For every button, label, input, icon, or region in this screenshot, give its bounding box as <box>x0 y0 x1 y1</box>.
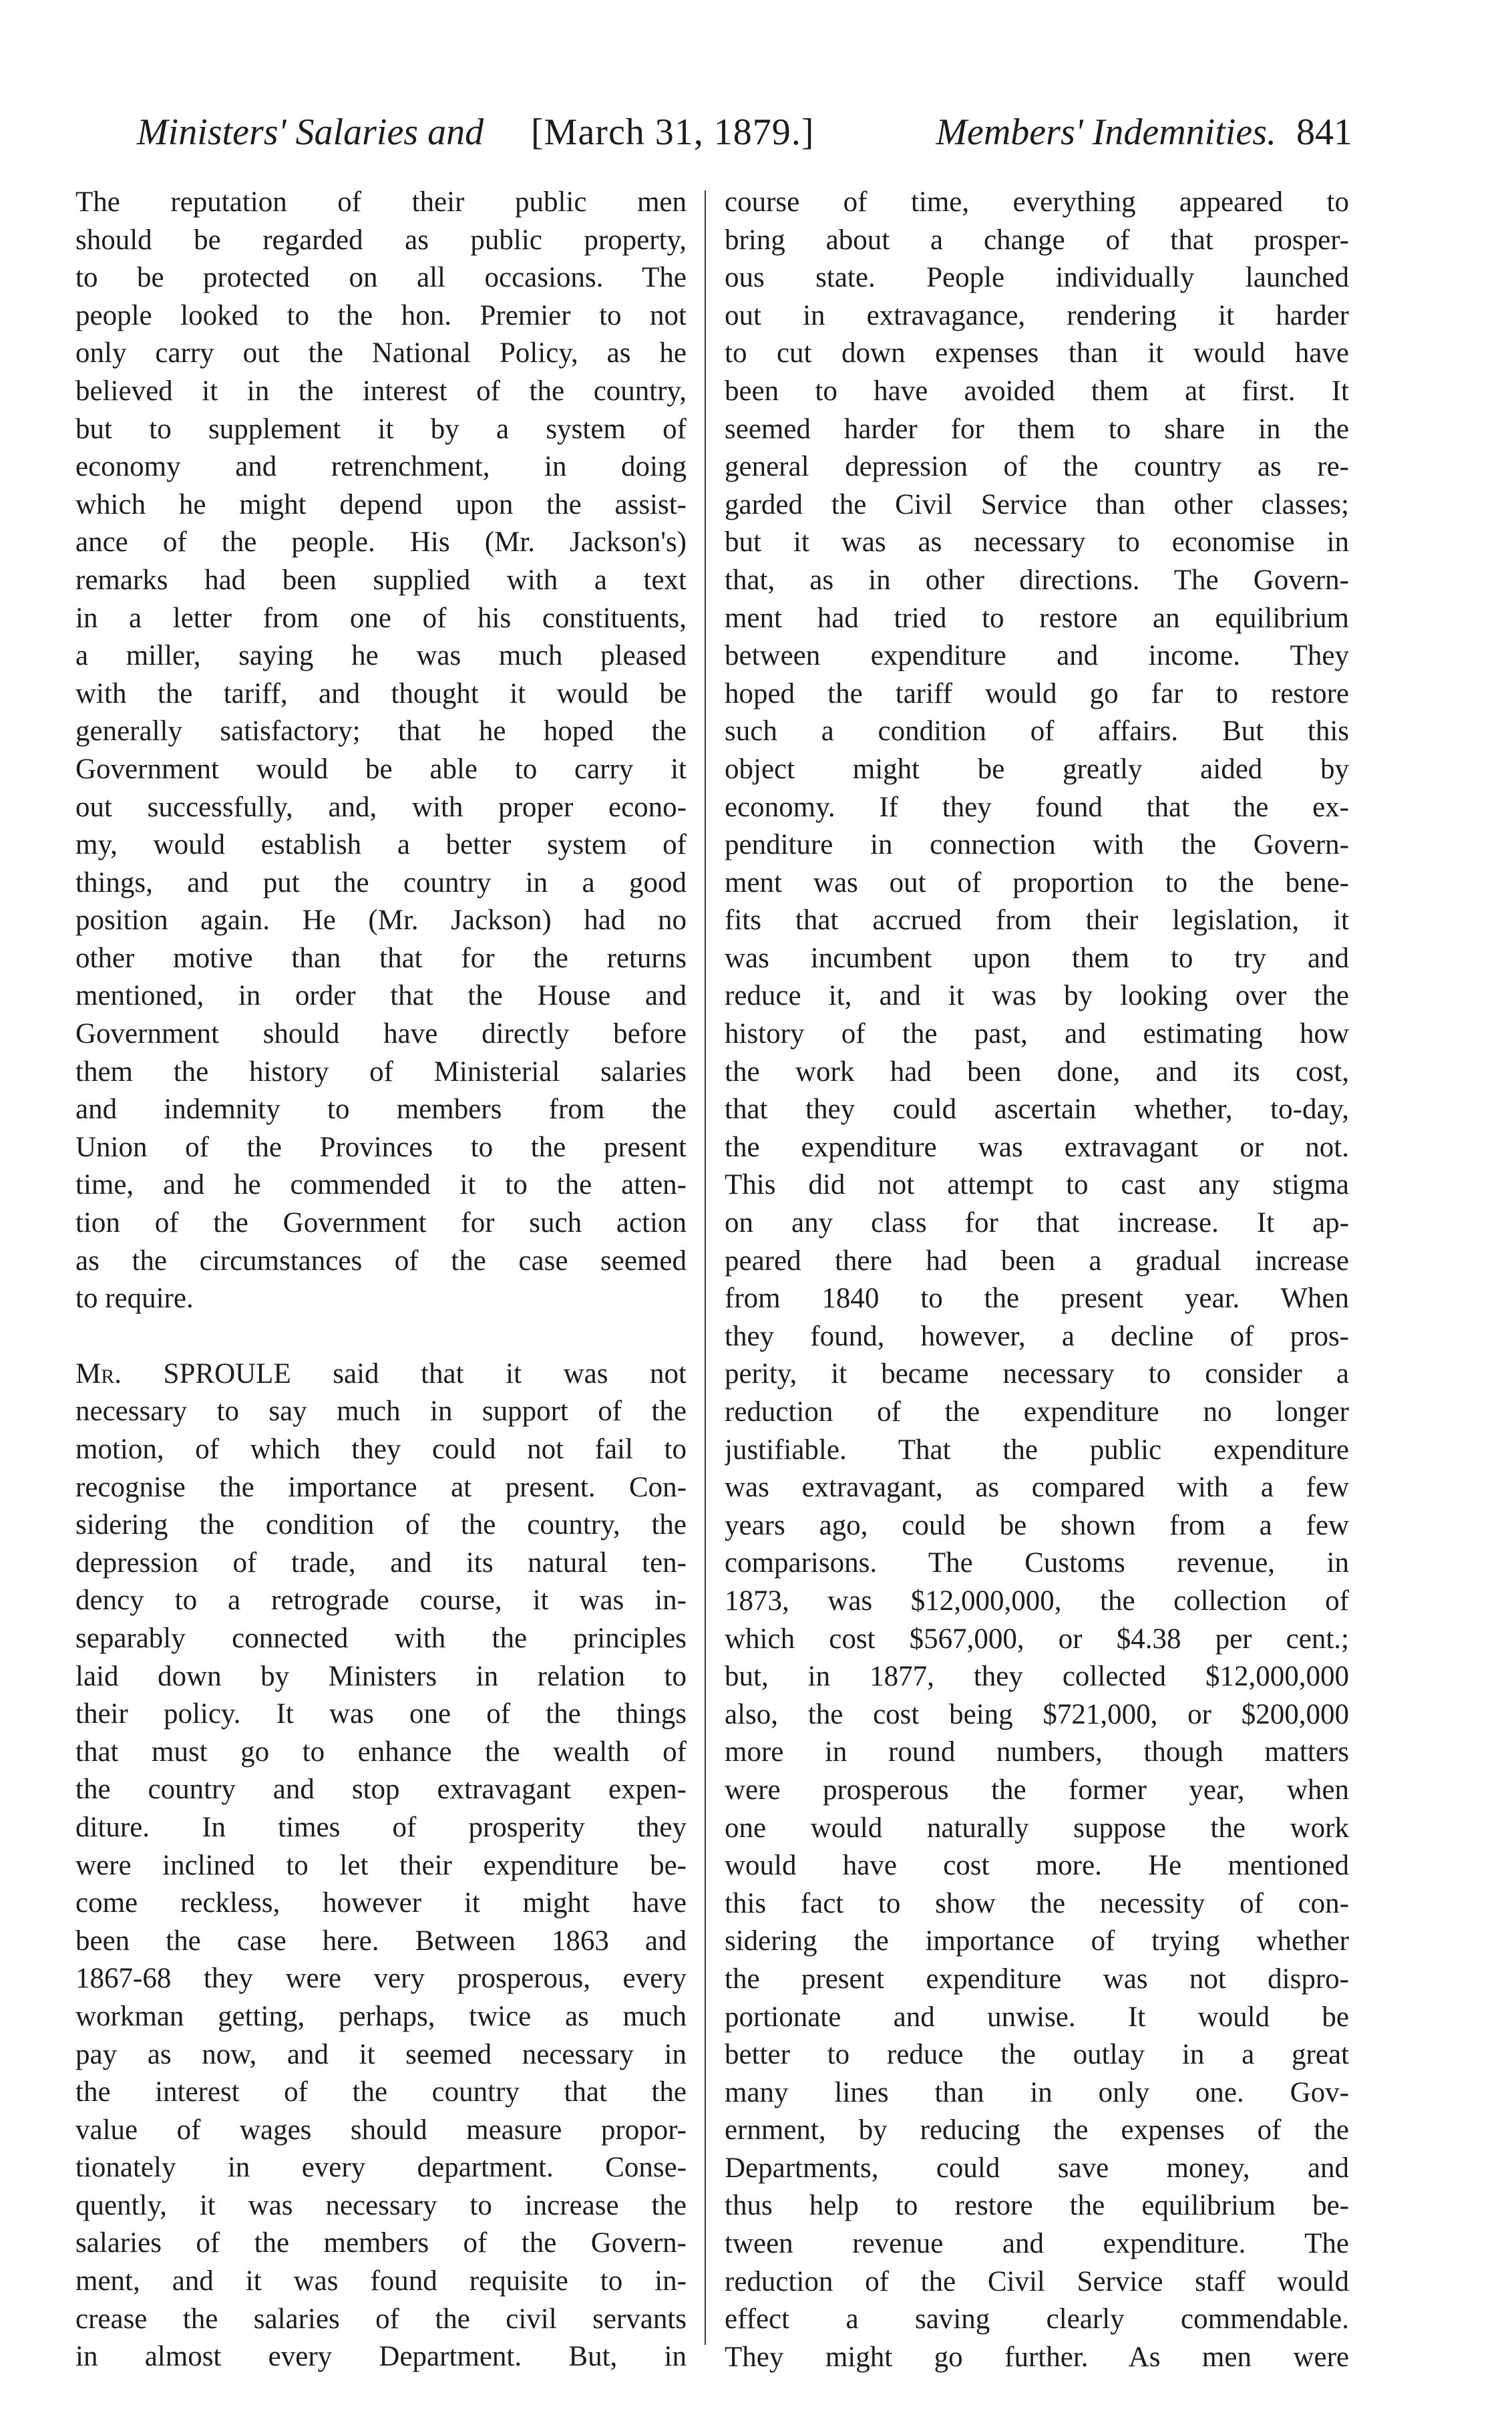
text-line: in almost every Department. But, in <box>75 2341 687 2373</box>
text-line: tionately in every department. Conse- <box>75 2152 687 2184</box>
text-line: was incumbent upon them to try and <box>725 942 1349 974</box>
text-line: they found, however, a decline of pros- <box>725 1320 1349 1352</box>
text-line: perity, it became necessary to consider a <box>725 1358 1349 1390</box>
text-line: Government would be able to carry it <box>75 753 687 785</box>
text-line <box>75 1355 687 1394</box>
text-line: value of wages should measure propor- <box>75 2114 687 2146</box>
text-line: pay as now, and it seemed necessary in <box>75 2038 687 2070</box>
text-line: laid down by Ministers in relation to <box>75 1660 687 1692</box>
text-line: They might go further. As men were <box>725 2341 1349 2373</box>
text-line: Departments, could save money, and <box>725 2152 1349 2184</box>
text-line: but, in 1877, they collected $12,000,000 <box>725 1661 1349 1693</box>
text-line: out successfully, and, with proper econo- <box>75 791 687 823</box>
text-line: penditure in connection with the Govern- <box>725 829 1349 861</box>
text-line: remarks had been supplied with a text <box>75 564 687 596</box>
text-line: time, and he commended it to the atten- <box>75 1169 687 1201</box>
text-line: history of the past, and estimating how <box>725 1018 1349 1050</box>
text-line: sidering the condition of the country, the <box>75 1509 687 1541</box>
running-head-left: Ministers' Salaries and <box>137 112 484 153</box>
text-line: were prosperous the former year, when <box>725 1774 1349 1806</box>
text-line: that they could ascertain whether, to-day, <box>725 1094 1349 1126</box>
text-line: justifiable. That the public expenditure <box>725 1434 1349 1466</box>
text-line: from 1840 to the present year. When <box>725 1283 1349 1315</box>
text-line: salaries of the members of the Govern- <box>75 2227 687 2259</box>
running-head <box>137 106 1352 159</box>
text-line: crease the salaries of the civil servants <box>75 2303 687 2335</box>
text-line: mentioned, in order that the House and <box>75 980 687 1012</box>
text-line: this fact to show the necessity of con- <box>725 1887 1349 1919</box>
text-line: course of time, everything appeared to <box>725 186 1349 218</box>
text-line: only carry out the National Policy, as he <box>75 337 687 369</box>
text-line: ment was out of proportion to the bene- <box>725 866 1349 899</box>
text-line: in a letter from one of his constituents, <box>75 602 687 634</box>
text-line: Government should have directly before <box>75 1018 687 1050</box>
text-line: my, would establish a better system of <box>75 829 687 861</box>
paragraph-gap <box>75 1318 687 1355</box>
text-line: effect a saving clearly commendable. <box>725 2303 1349 2335</box>
text-line: Union of the Provinces to the present <box>75 1131 687 1163</box>
text-line: economy. If they found that the ex- <box>725 791 1349 823</box>
text-line: to cut down expenses than it would have <box>725 337 1349 369</box>
text-line: that, as in other directions. The Govern- <box>725 564 1349 596</box>
text-line: the interest of the country that the <box>75 2076 687 2108</box>
text-line: on any class for that increase. It ap- <box>725 1207 1349 1239</box>
text-line: their policy. It was one of the things <box>75 1698 687 1730</box>
text-line: that must go to enhance the wealth of <box>75 1736 687 1768</box>
column-divider <box>705 190 706 2345</box>
text-line: sidering the importance of trying whether <box>725 1925 1349 1957</box>
paragraph-continuation <box>725 184 1349 2376</box>
text-line: general depression of the country as re- <box>725 451 1349 483</box>
speaker-name: Mr. SPROULE <box>75 1357 291 1390</box>
text-line: workman getting, perhaps, twice as much <box>75 2000 687 2032</box>
text-line: ment, and it was found requisite to in- <box>75 2265 687 2297</box>
text-line: motion, of which they could not fail to <box>75 1434 687 1465</box>
text-line: years ago, could be shown from a few <box>725 1509 1349 1541</box>
running-head-date: [March 31, 1879.] <box>531 112 815 153</box>
text-line: better to reduce the outlay in a great <box>725 2039 1349 2071</box>
text-line: portionate and unwise. It would be <box>725 2001 1349 2033</box>
text-line: which he might depend upon the assist- <box>75 488 687 520</box>
text-line: out in extravagance, rendering it harder <box>725 299 1349 331</box>
text-line: one would naturally suppose the work <box>725 1812 1349 1844</box>
text-line: 1867-68 they were very prosperous, every <box>75 1963 687 1995</box>
text-line: which cost $567,000, or $4.38 per cent.; <box>725 1623 1349 1655</box>
text-line: also, the cost being $721,000, or $200,000 <box>725 1698 1349 1730</box>
text-line: necessary to say much in support of the <box>75 1396 687 1428</box>
text-line: things, and put the country in a good <box>75 866 687 899</box>
running-head-right <box>936 106 1352 159</box>
text-line: 1873, was $12,000,000, the collection of <box>725 1585 1349 1617</box>
text-line: reduce it, and it was by looking over the <box>725 980 1349 1012</box>
paragraph-jackson <box>75 184 687 1318</box>
text-line: as the circumstances of the case seemed <box>75 1245 687 1277</box>
text-line: fits that accrued from their legislation, it <box>725 905 1349 937</box>
text-line: believed it in the interest of the country, <box>75 375 687 407</box>
page-number: 841 <box>1296 112 1352 153</box>
text-line: ment had tried to restore an equilibrium <box>725 602 1349 634</box>
text-line: dency to a retrograde course, it was in- <box>75 1585 687 1617</box>
text-line: peared there had been a gradual increase <box>725 1245 1349 1277</box>
text-line: recognise the importance at present. Con- <box>75 1471 687 1503</box>
text-line: to be protected on all occasions. The <box>75 262 687 294</box>
text-line: other motive than that for the returns <box>75 942 687 974</box>
text-line: This did not attempt to cast any stigma <box>725 1169 1349 1201</box>
text-line: quently, it was necessary to increase the <box>75 2189 687 2221</box>
text-line: diture. In times of prosperity they <box>75 1811 687 1843</box>
text-line: them the history of Ministerial salaries <box>75 1056 687 1088</box>
text-line: separably connected with the principles <box>75 1622 687 1654</box>
text-line: hoped the tariff would go far to restore <box>725 677 1349 709</box>
text-line: the country and stop extravagant expen- <box>75 1774 687 1806</box>
text-line: to require. <box>75 1283 194 1315</box>
text-line: object might be greatly aided by <box>725 753 1349 785</box>
text-line: reduction of the Civil Service staff would <box>725 2265 1349 2297</box>
paragraph-sproule <box>75 1355 687 2376</box>
text-line: many lines than in only one. Gov- <box>725 2076 1349 2108</box>
text-line: come reckless, however it might have <box>75 1887 687 1919</box>
text-line: ance of the people. His (Mr. Jackson's) <box>75 526 687 558</box>
text-line: and indemnity to members from the <box>75 1094 687 1126</box>
text-line: comparisons. The Customs revenue, in <box>725 1547 1349 1579</box>
text-line: people looked to the hon. Premier to not <box>75 299 687 331</box>
text-line: been to have avoided them at first. It <box>725 375 1349 407</box>
text-line: position again. He (Mr. Jackson) had no <box>75 905 687 937</box>
text-line: were inclined to let their expenditure be- <box>75 1849 687 1881</box>
text-line: was extravagant, as compared with a few <box>725 1472 1349 1504</box>
text-line: more in round numbers, though matters <box>725 1736 1349 1768</box>
text-line: should be regarded as public property, <box>75 224 687 256</box>
text-line: ernment, by reducing the expenses of the <box>725 2114 1349 2146</box>
running-head-right-title: Members' Indemnities. <box>936 112 1276 153</box>
text-line: but to supplement it by a system of <box>75 413 687 445</box>
text-line: economy and retrenchment, in doing <box>75 451 687 483</box>
text-line: with the tariff, and thought it would be <box>75 677 687 709</box>
text-line: but it was as necessary to economise in <box>725 526 1349 558</box>
text-line: the present expenditure was not dispro- <box>725 1963 1349 1995</box>
text-line: reduction of the expenditure no longer <box>725 1396 1349 1428</box>
text-line: such a condition of affairs. But this <box>725 715 1349 748</box>
text-line: bring about a change of that prosper- <box>725 224 1349 256</box>
text-line: depression of trade, and its natural ten- <box>75 1547 687 1579</box>
text-line: the expenditure was extravagant or not. <box>725 1131 1349 1163</box>
text-line: the work had been done, and its cost, <box>725 1056 1349 1088</box>
right-column <box>725 184 1349 2373</box>
text-line: The reputation of their public men <box>75 186 687 218</box>
text-line: a miller, saying he was much pleased <box>75 640 687 672</box>
text-line: ous state. People individually launched <box>725 262 1349 294</box>
text-line: generally satisfactory; that he hoped the <box>75 715 687 748</box>
text-line: thus help to restore the equilibrium be- <box>725 2190 1349 2222</box>
text-line: garded the Civil Service than other classes; <box>725 488 1349 520</box>
speaker-line-text: said that it was not <box>291 1357 687 1390</box>
text-line: would have cost more. He mentioned <box>725 1850 1349 1882</box>
text-line: tion of the Government for such action <box>75 1207 687 1239</box>
text-line: seemed harder for them to share in the <box>725 413 1349 445</box>
left-column <box>75 184 687 2373</box>
text-line: been the case here. Between 1863 and <box>75 1925 687 1957</box>
text-line: between expenditure and income. They <box>725 640 1349 672</box>
text-line: tween revenue and expenditure. The <box>725 2228 1349 2260</box>
